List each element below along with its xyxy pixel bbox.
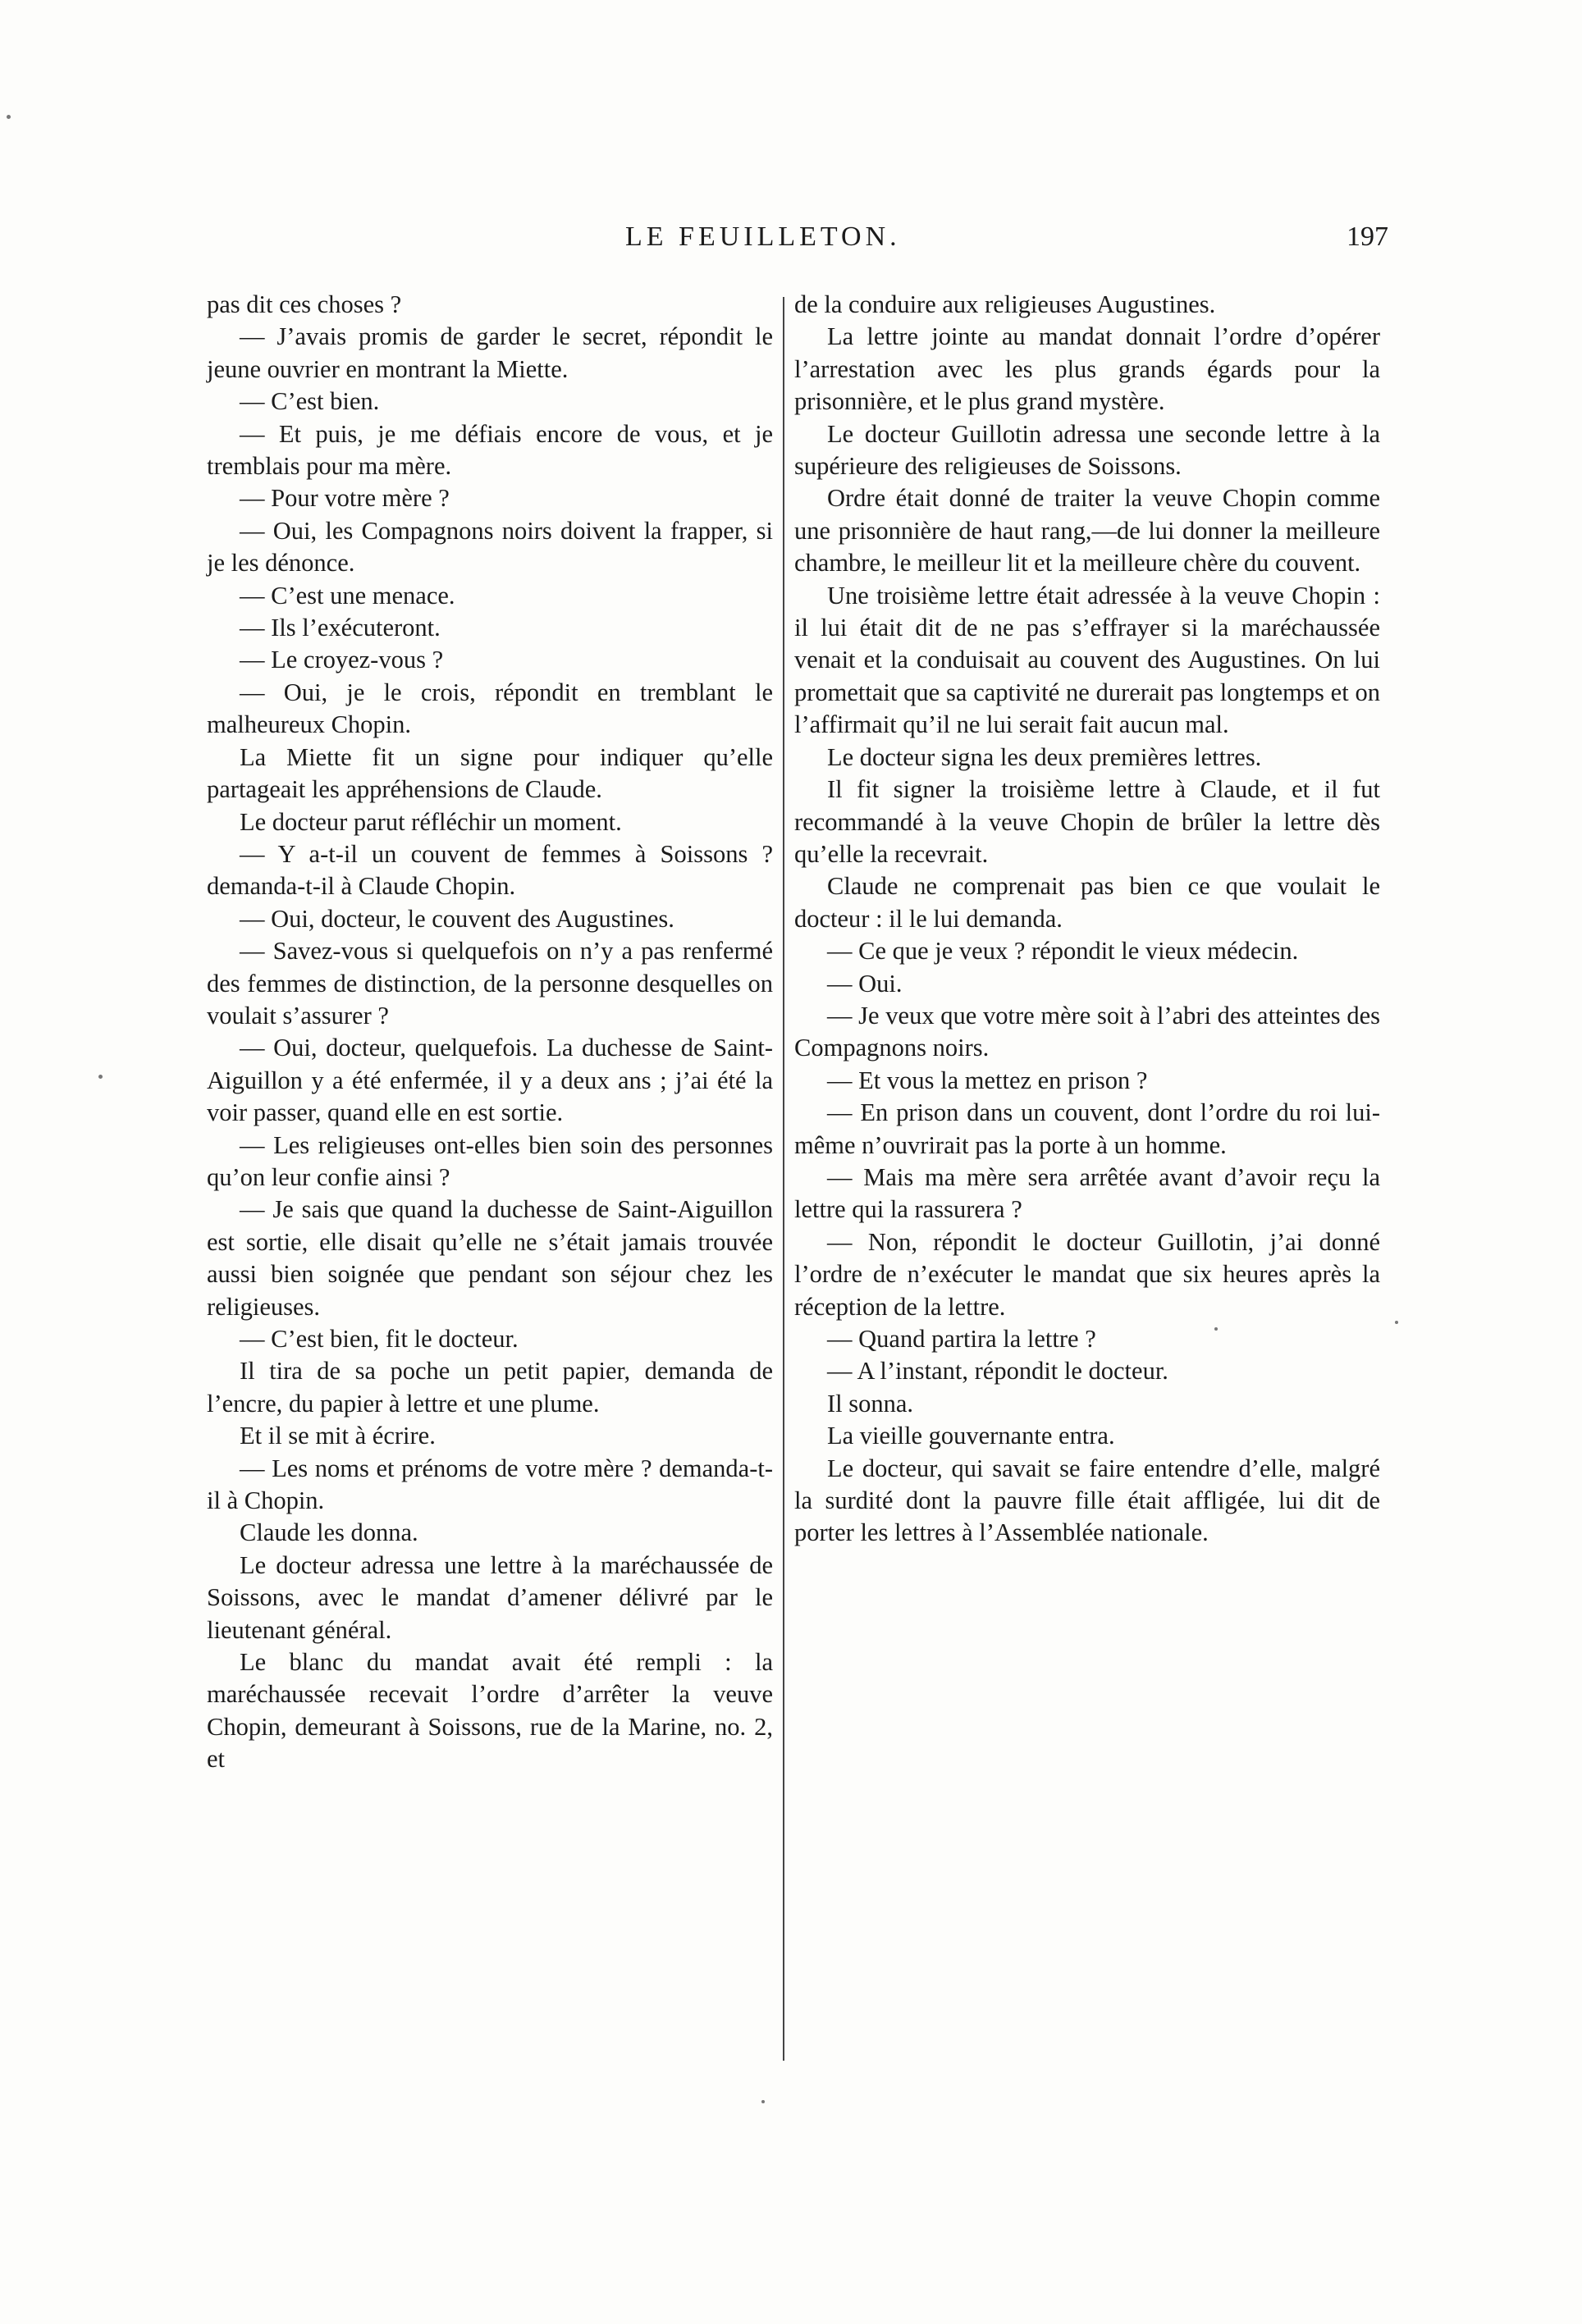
paragraph: — A l’instant, répondit le docteur. — [827, 1357, 1168, 1386]
paragraph: — C’est une menace. — [240, 581, 455, 610]
paragraph: Ordre était donné de traiter la veuve Chopin comme une prisonnière de haut rang,—de lui donner la meilleure chambre, le meilleur lit et la meilleure chère du couvent. — [794, 484, 1380, 578]
paragraph: — J’avais promis de garder le secret, répondit le jeune ouvrier en montrant la Miette. — [207, 322, 773, 383]
scan-speck — [761, 2100, 765, 2103]
running-title: LE FEUILLETON. — [625, 221, 901, 252]
paragraph: Le docteur Guillotin adressa une seconde lettre à la supérieure des religieuses de Soissons. — [794, 419, 1380, 481]
paragraph: — Oui, je le crois, répondit en tremblant le malheureux Chopin. — [207, 678, 773, 739]
paragraph: Le docteur signa les deux premières lettres. — [827, 742, 1262, 771]
paragraph: — Oui, docteur, le couvent des Augustines. — [240, 904, 674, 933]
paragraph: Le blanc du mandat avait été rempli : la maréchaussée recevait l’ordre d’arrêter la veuve Chopin, demeurant à Soissons, rue de la Marine, no. 2, et — [207, 1648, 773, 1774]
paragraph: — C’est bien, fit le docteur. — [240, 1325, 519, 1353]
paragraph: — Je veux que votre mère soit à l’abri des atteintes des Compagnons noirs. — [794, 1001, 1380, 1062]
paragraph: — Ce que je veux ? répondit le vieux médecin. — [827, 937, 1299, 966]
paragraph: — Mais ma mère sera arrêtée avant d’avoir reçu la lettre qui la rassurera ? — [794, 1162, 1380, 1224]
paragraph: Une troisième lettre était adressée à la veuve Chopin : il lui était dit de ne pas s’effrayer si la maréchaussée venait et la conduisait au couvent des Augustines. On lui promettait que sa captivité ne durerait pas longtemps et on l’affirmait qu’il ne lui serait fait aucun mal. — [794, 581, 1380, 739]
paragraph: — Non, répondit le docteur Guillotin, j’ai donné l’ordre de n’exécuter le mandat que six heures après la réception de la lettre. — [794, 1227, 1380, 1321]
paragraph: de la conduire aux religieuses Augustines. — [794, 290, 1216, 318]
paragraph: — Ils l’exécuteront. — [240, 614, 441, 642]
page-number: 197 — [1347, 221, 1388, 252]
paragraph: Le docteur adressa une lettre à la maréchaussée de Soissons, avec le mandat d’amener délivré par le lieutenant général. — [207, 1550, 773, 1644]
scan-speck — [98, 1075, 103, 1079]
paragraph: — En prison dans un couvent, dont l’ordre du roi lui-même n’ouvrirait pas la porte à un homme. — [794, 1098, 1380, 1159]
paragraph: — Oui, les Compagnons noirs doivent la frapper, si je les dénonce. — [207, 516, 773, 578]
paragraph: — Y a-t-il un couvent de femmes à Soissons ? demanda-t-il à Claude Chopin. — [207, 839, 773, 901]
paragraph: — Pour votre mère ? — [240, 484, 450, 513]
paragraph: Il tira de sa poche un petit papier, demanda de l’encre, du papier à lettre et une plume. — [207, 1357, 773, 1418]
paragraph: Claude ne comprenait pas bien ce que voulait le docteur : il le lui demanda. — [794, 872, 1380, 933]
paragraph: — Et vous la mettez en prison ? — [827, 1066, 1148, 1094]
column-divider — [783, 297, 784, 2061]
paragraph: — Les religieuses ont-elles bien soin des personnes qu’on leur confie ainsi ? — [207, 1130, 773, 1191]
paragraph: Il sonna. — [827, 1389, 914, 1418]
paragraph: — Les noms et prénoms de votre mère ? demanda-t-il à Chopin. — [207, 1454, 773, 1515]
paragraph: — Quand partira la lettre ? — [827, 1325, 1096, 1353]
paragraph: La Miette fit un signe pour indiquer qu’elle partageait les appréhensions de Claude. — [207, 742, 773, 804]
scan-speck — [7, 115, 11, 119]
paragraph: — Je sais que quand la duchesse de Saint-Aiguillon est sortie, elle disait qu’elle ne s’était jamais trouvée aussi bien soignée que pendant son séjour chez les religieuses. — [207, 1195, 773, 1321]
paragraph: Il fit signer la troisième lettre à Claude, et il fut recommandé à la veuve Chopin de brûler la lettre dès qu’elle la recevrait. — [794, 775, 1380, 868]
paragraph: — C’est bien. — [240, 387, 380, 416]
scan-speck — [1214, 1327, 1218, 1331]
paragraph: — Oui, docteur, quelquefois. La duchesse de Saint-Aiguillon y a été enfermée, il y a deux ans ; j’ai été la voir passer, quand elle en est sortie. — [207, 1034, 773, 1127]
scan-speck — [1395, 1321, 1398, 1324]
paragraph: — Et puis, je me défiais encore de vous, et je tremblais pour ma mère. — [207, 419, 773, 481]
right-column — [794, 289, 1380, 1550]
paragraph: La vieille gouvernante entra. — [827, 1422, 1115, 1450]
paragraph: — Le croyez-vous ? — [240, 646, 444, 674]
page-header — [190, 221, 1388, 271]
left-column — [207, 289, 773, 1776]
paragraph: — Savez-vous si quelquefois on n’y a pas renfermé des femmes de distinction, de la personne desquelles on voulait s’assurer ? — [207, 937, 773, 1030]
paragraph: pas dit ces choses ? — [207, 290, 402, 318]
paragraph: Le docteur, qui savait se faire entendre d’elle, malgré la surdité dont la pauvre fille était affligée, lui dit de porter les lettres à l’Assemblée nationale. — [794, 1454, 1380, 1547]
paragraph: — Oui. — [827, 969, 903, 998]
paragraph: Le docteur parut réfléchir un moment. — [240, 807, 622, 836]
paragraph: La lettre jointe au mandat donnait l’ordre d’opérer l’arrestation avec les plus grands égards pour la prisonnière, et le plus grand mystère. — [794, 322, 1380, 416]
paragraph: Claude les donna. — [240, 1518, 418, 1547]
paragraph: Et il se mit à écrire. — [240, 1422, 436, 1450]
